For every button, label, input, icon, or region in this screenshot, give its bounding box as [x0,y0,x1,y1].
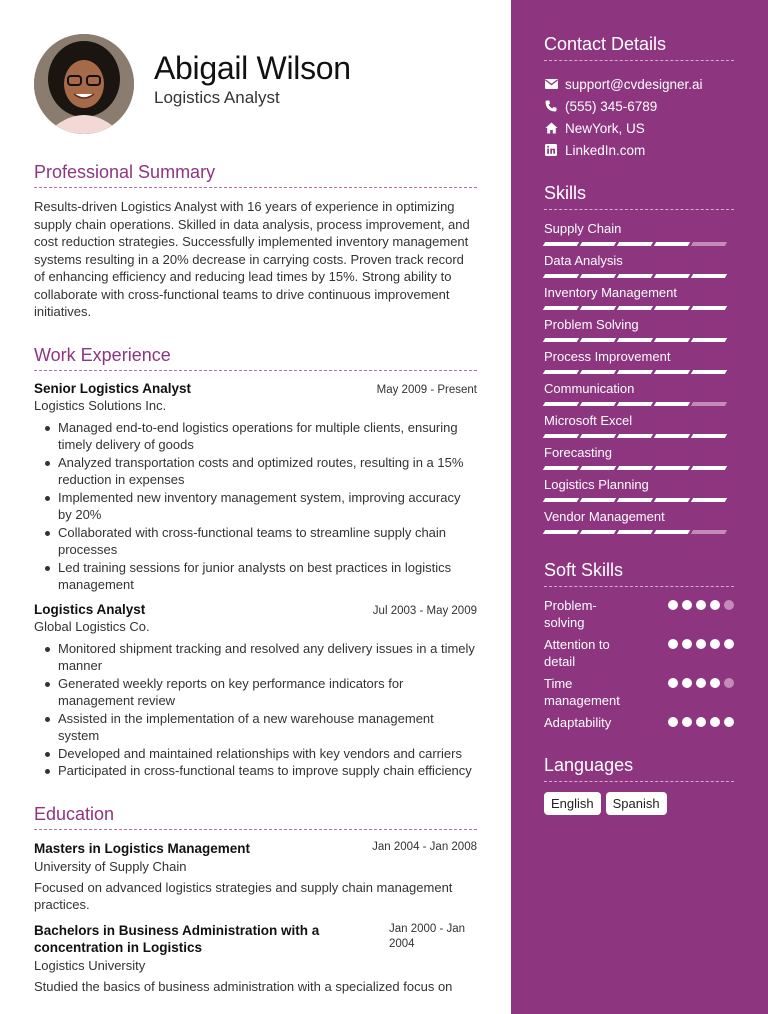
skill-bar-segment [580,338,616,342]
job-bullet: Implemented new inventory management system, improving accuracy by 20% [44,489,477,524]
education-header [34,922,477,956]
rating-dot [682,678,692,688]
skill-bar-segment [691,274,727,278]
contact-text[interactable]: support@cvdesigner.ai [565,76,703,92]
skill-level-bar [544,402,734,406]
contact-item[interactable] [544,73,734,95]
skill-level-bar [544,370,734,374]
rating-dot [696,678,706,688]
job-bullet: Developed and maintained relationships with key vendors and carriers [44,745,477,763]
skill-name: Communication [544,381,635,396]
rating-dot [668,717,678,727]
skill-bar-segment [543,434,579,438]
contact-text[interactable]: NewYork, US [565,120,645,136]
skill-item [544,316,734,342]
skill-bar-segment [617,402,653,406]
candidate-name: Abigail Wilson [154,50,351,86]
soft-skill-name: Time management [544,676,620,708]
job-header [34,602,477,617]
skill-name: Logistics Planning [544,477,649,492]
contact-text[interactable]: (555) 345-6789 [565,98,658,114]
skill-bar-segment [543,274,579,278]
skill-name: Inventory Management [544,285,677,300]
job-bullet: Led training sessions for junior analysts on best practices in logistics management [44,559,477,594]
skill-bar-segment [580,530,616,534]
skill-name: Process Improvement [544,349,671,364]
home-icon [544,122,558,134]
skill-bar-segment [691,434,727,438]
job-bullets [34,419,477,594]
skill-bar-segment [580,402,616,406]
experience-section [34,345,477,780]
skill-bar-segment [543,498,579,502]
rating-dot [682,717,692,727]
skill-item [544,412,734,438]
skill-bar-segment [691,338,727,342]
contact-item[interactable] [544,117,734,139]
job-bullet: Monitored shipment tracking and resolved any delivery issues in a timely manner [44,640,477,675]
rating-dot [696,600,706,610]
job-bullet: Participated in cross-functional teams to improve supply chain efficiency [44,762,477,780]
skill-bar-segment [654,338,690,342]
rating-dot [710,600,720,610]
skill-name: Forecasting [544,445,612,460]
school-name: University of Supply Chain [34,858,187,874]
skill-bar-segment [691,498,727,502]
skill-name: Vendor Management [544,509,665,524]
skill-level-bar [544,530,734,534]
job-title: Senior Logistics Analyst [34,380,192,396]
skill-bar-segment [691,530,727,534]
rating-dot [668,639,678,649]
skill-bar-segment [691,242,727,246]
skills-title: Skills [544,183,734,210]
soft-skills-section [544,560,734,731]
skill-bar-segment [617,530,653,534]
contact-item[interactable] [544,95,734,117]
job-bullet: Assisted in the implementation of a new warehouse management system [44,710,477,745]
skill-bar-segment [691,402,727,406]
job-entry [34,381,477,594]
envelope-icon [544,79,558,89]
contact-text[interactable]: LinkedIn.com [565,142,646,158]
job-header [34,381,477,396]
education-description: Studied the basics of business administration with a specialized focus on [34,978,453,994]
skill-bar-segment [654,402,690,406]
soft-skill-name: Adaptability [544,715,612,730]
school-name: Logistics University [34,957,146,973]
contact-section [544,34,734,161]
education-header [34,840,477,857]
skill-name: Data Analysis [544,253,623,268]
soft-skill-item [544,675,734,709]
skills-section [544,183,734,534]
skill-bar-segment [580,466,616,470]
skill-bar-segment [691,306,727,310]
skill-item [544,380,734,406]
contact-item[interactable] [544,139,734,161]
skill-bar-segment [543,306,579,310]
summary-title: Professional Summary [34,162,477,188]
skill-item [544,476,734,502]
skill-level-bar [544,338,734,342]
education-entry [34,840,477,914]
skill-bar-segment [617,498,653,502]
education-entry [34,922,477,996]
job-date: May 2009 - Present [376,383,477,396]
skill-bar-segment [617,338,653,342]
rating-dot [710,717,720,727]
degree-title: Masters in Logistics Management [34,840,251,856]
job-bullets [34,640,477,780]
soft-skill-rating [668,675,734,688]
linkedin-icon [544,144,558,156]
portrait-icon [34,34,134,134]
job-bullet: Managed end-to-end logistics operations for multiple clients, ensuring timely delivery of goods [44,419,477,454]
degree-title: Bachelors in Business Administration with a concentration in Logistics [34,922,320,955]
skill-item [544,252,734,278]
job-bullet: Generated weekly reports on key performance indicators for management review [44,675,477,710]
skill-bar-segment [617,466,653,470]
experience-title: Work Experience [34,345,477,371]
summary-section [34,162,477,321]
contact-title: Contact Details [544,34,734,61]
job-entry [34,602,477,780]
skill-item [544,444,734,470]
company-name: Global Logistics Co. [34,618,150,634]
skill-bar-segment [543,370,579,374]
skill-bar-segment [654,370,690,374]
job-bullet: Analyzed transportation costs and optimized routes, resulting in a 15% reduction in expenses [44,454,477,489]
skill-item [544,508,734,534]
rating-dot [668,678,678,688]
education-date: Jan 2004 - Jan 2008 [372,840,477,853]
languages-section [544,755,734,815]
skill-level-bar [544,466,734,470]
job-title: Logistics Analyst [34,601,146,617]
skill-bar-segment [617,434,653,438]
skill-bar-segment [691,466,727,470]
soft-skill-rating [668,636,734,649]
soft-skill-name: Problem-solving [544,598,597,630]
education-section [34,804,477,996]
soft-skill-rating [668,714,734,727]
skill-bar-segment [580,498,616,502]
resume-header [34,0,477,150]
skill-bar-segment [654,274,690,278]
skill-bar-segment [617,274,653,278]
profile-photo [34,34,134,134]
language-tag: English [544,792,601,815]
rating-dot [724,639,734,649]
skill-name: Supply Chain [544,221,622,236]
skill-level-bar [544,306,734,310]
soft-skill-item [544,636,734,670]
skill-bar-segment [617,242,653,246]
skill-level-bar [544,434,734,438]
skill-bar-segment [580,274,616,278]
skill-bar-segment [580,370,616,374]
skill-bar-segment [543,402,579,406]
sidebar [511,0,768,1014]
skill-name: Problem Solving [544,317,639,332]
skill-bar-segment [580,242,616,246]
skill-bar-segment [580,434,616,438]
skill-name: Microsoft Excel [544,413,633,428]
soft-skill-item [544,597,734,631]
skill-level-bar [544,498,734,502]
rating-dot [724,600,734,610]
skill-bar-segment [580,306,616,310]
skill-level-bar [544,274,734,278]
soft-skill-rating [668,597,734,610]
phone-icon [544,100,558,112]
skill-item [544,348,734,374]
skill-bar-segment [654,466,690,470]
skill-bar-segment [691,370,727,374]
job-bullet: Collaborated with cross-functional teams to streamline supply chain processes [44,524,477,559]
rating-dot [724,717,734,727]
skill-item [544,284,734,310]
skill-bar-segment [543,466,579,470]
skill-bar-segment [654,242,690,246]
rating-dot [710,639,720,649]
job-date: Jul 2003 - May 2009 [372,604,477,617]
skill-bar-segment [654,498,690,502]
rating-dot [696,639,706,649]
education-date: Jan 2000 - Jan 2004 [389,922,466,950]
skill-bar-segment [654,434,690,438]
soft-skill-item [544,714,734,731]
skill-bar-segment [543,530,579,534]
languages-title: Languages [544,755,734,782]
rating-dot [710,678,720,688]
education-description: Focused on advanced logistics strategies and supply chain management practices. [34,879,453,912]
language-tag: Spanish [606,792,667,815]
candidate-role: Logistics Analyst [154,88,280,107]
skill-bar-segment [654,306,690,310]
rating-dot [724,678,734,688]
skill-bar-segment [543,242,579,246]
soft-skills-title: Soft Skills [544,560,734,587]
summary-text: Results-driven Logistics Analyst with 16 years of experience in optimizing supply chain operations. Skilled in data analysis, process improvement, and cost reduction strategies. Successfully implemented inventory management systems resulting in a 20% decrease in carrying costs. Proven track record of enhancing efficiency and reducing lead times by 15%. Strong ability to collaborate with cross-functional teams to drive continuous improvement initiatives. [34,199,470,319]
company-name: Logistics Solutions Inc. [34,397,167,413]
soft-skill-name: Attention to detail [544,637,610,669]
rating-dot [682,600,692,610]
skill-bar-segment [543,338,579,342]
rating-dot [682,639,692,649]
skill-bar-segment [617,370,653,374]
rating-dot [696,717,706,727]
skill-level-bar [544,242,734,246]
education-title: Education [34,804,477,830]
skill-bar-segment [617,306,653,310]
skill-bar-segment [654,530,690,534]
skill-item [544,220,734,246]
rating-dot [668,600,678,610]
